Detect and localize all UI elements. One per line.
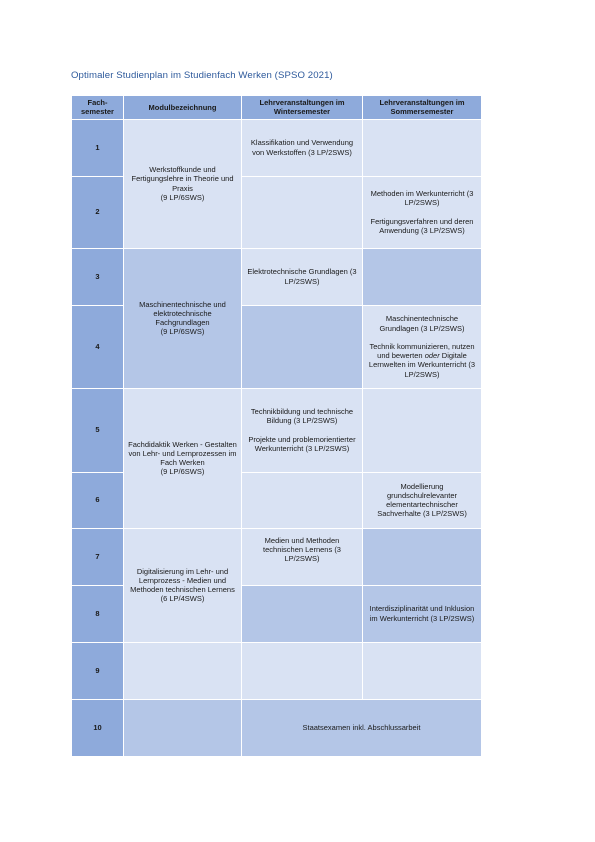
- course-text: Interdisziplinarität und Inklusion im Werkunterricht (3 LP/2SWS): [369, 604, 475, 623]
- summer-course-cell: [363, 472, 482, 528]
- winter-course-cell: [242, 585, 363, 642]
- table-row: [72, 642, 482, 699]
- module-cell: [124, 699, 242, 756]
- semester-number: 6: [72, 472, 124, 528]
- course-text: Staatsexamen inkl. Abschlussarbeit: [302, 722, 421, 732]
- course-text: Technik kommunizieren, nutzen und bewerten oder Digitale Lernwelten im Werkunterricht (3 LP/2SWS): [368, 341, 476, 379]
- semester-number: 4: [72, 305, 124, 388]
- semester-number: 7: [72, 528, 124, 585]
- summer-course-cell: [363, 642, 482, 699]
- summer-course-cell: [363, 305, 482, 388]
- semester-number: 1: [72, 119, 124, 176]
- module-name: Fachdidaktik Werken - Gestalten von Lehr- und Lernprozessen im Fach Werken (9 LP/6SWS): [128, 439, 237, 477]
- winter-course-cell: [242, 642, 363, 699]
- header-summer: Lehrveranstaltungen im Sommersemester: [363, 96, 482, 120]
- exam-cell: [242, 699, 482, 756]
- module-cell: [124, 388, 242, 528]
- summer-course-cell: [363, 388, 482, 472]
- table-row: [72, 528, 482, 585]
- summer-course-cell: [363, 176, 482, 248]
- course-text: Medien und Methoden technischen Lernens (3 LP/2SWS): [263, 535, 341, 564]
- summer-course-cell: [363, 119, 482, 176]
- winter-course-cell: [242, 176, 363, 248]
- semester-number: 9: [72, 642, 124, 699]
- course-text: Klassifikation und Verwendung von Werkstoffen (3 LP/2SWS): [250, 138, 354, 157]
- summer-course-cell: [363, 248, 482, 305]
- module-name: Werkstoffkunde und Fertigungslehre in Theorie und Praxis (9 LP/6SWS): [131, 165, 234, 202]
- course-text: Technikbildung und technische Bildung (3 LP/2SWS): [250, 407, 354, 426]
- header-winter: Lehrveranstaltungen im Wintersemester: [242, 96, 363, 120]
- winter-course-cell: [242, 305, 363, 388]
- course-text: Methoden im Werkunterricht (3 LP/2SWS): [370, 189, 474, 208]
- page-title: Optimaler Studienplan im Studienfach Werken (SPSO 2021): [71, 70, 333, 81]
- table-row: [72, 119, 482, 176]
- winter-course-cell: [242, 472, 363, 528]
- course-text: Maschinentechnische Grundlagen (3 LP/2SWS): [379, 314, 465, 333]
- table-row: [72, 699, 482, 756]
- winter-course-cell: [242, 388, 363, 472]
- header-module: Modulbezeichnung: [124, 96, 242, 120]
- module-cell: [124, 642, 242, 699]
- course-text: Projekte und problemorientierter Werkunterricht (3 LP/2SWS): [248, 434, 356, 453]
- semester-number: 10: [72, 699, 124, 756]
- winter-course-cell: [242, 119, 363, 176]
- semester-number: 8: [72, 585, 124, 642]
- module-name: Digitalisierung im Lehr- und Lernprozess - Medien und Methoden technischen Lernens (6 LP/4SWS): [130, 566, 235, 604]
- winter-course-cell: [242, 248, 363, 305]
- table-row: [72, 248, 482, 305]
- module-name: Maschinentechnische und elektrotechnische Fachgrundlagen (9 LP/6SWS): [139, 299, 226, 337]
- module-cell: [124, 528, 242, 642]
- module-cell: [124, 119, 242, 248]
- semester-number: 2: [72, 176, 124, 248]
- course-text: Modellierung grundschulrelevanter elementartechnischer Sachverhalte (3 LP/2SWS): [377, 481, 467, 519]
- semester-number: 3: [72, 248, 124, 305]
- winter-course-cell: [242, 528, 363, 585]
- header-row: [72, 96, 482, 120]
- course-text: Fertigungsverfahren und deren Anwendung (3 LP/2SWS): [370, 216, 474, 235]
- semester-number: 5: [72, 388, 124, 472]
- module-cell: [124, 248, 242, 388]
- header-semester: Fach- semester: [72, 96, 124, 120]
- course-text: Elektrotechnische Grundlagen (3 LP/2SWS): [247, 267, 357, 286]
- study-plan-table: [71, 95, 482, 757]
- summer-course-cell: [363, 585, 482, 642]
- table-row: [72, 388, 482, 472]
- summer-course-cell: [363, 528, 482, 585]
